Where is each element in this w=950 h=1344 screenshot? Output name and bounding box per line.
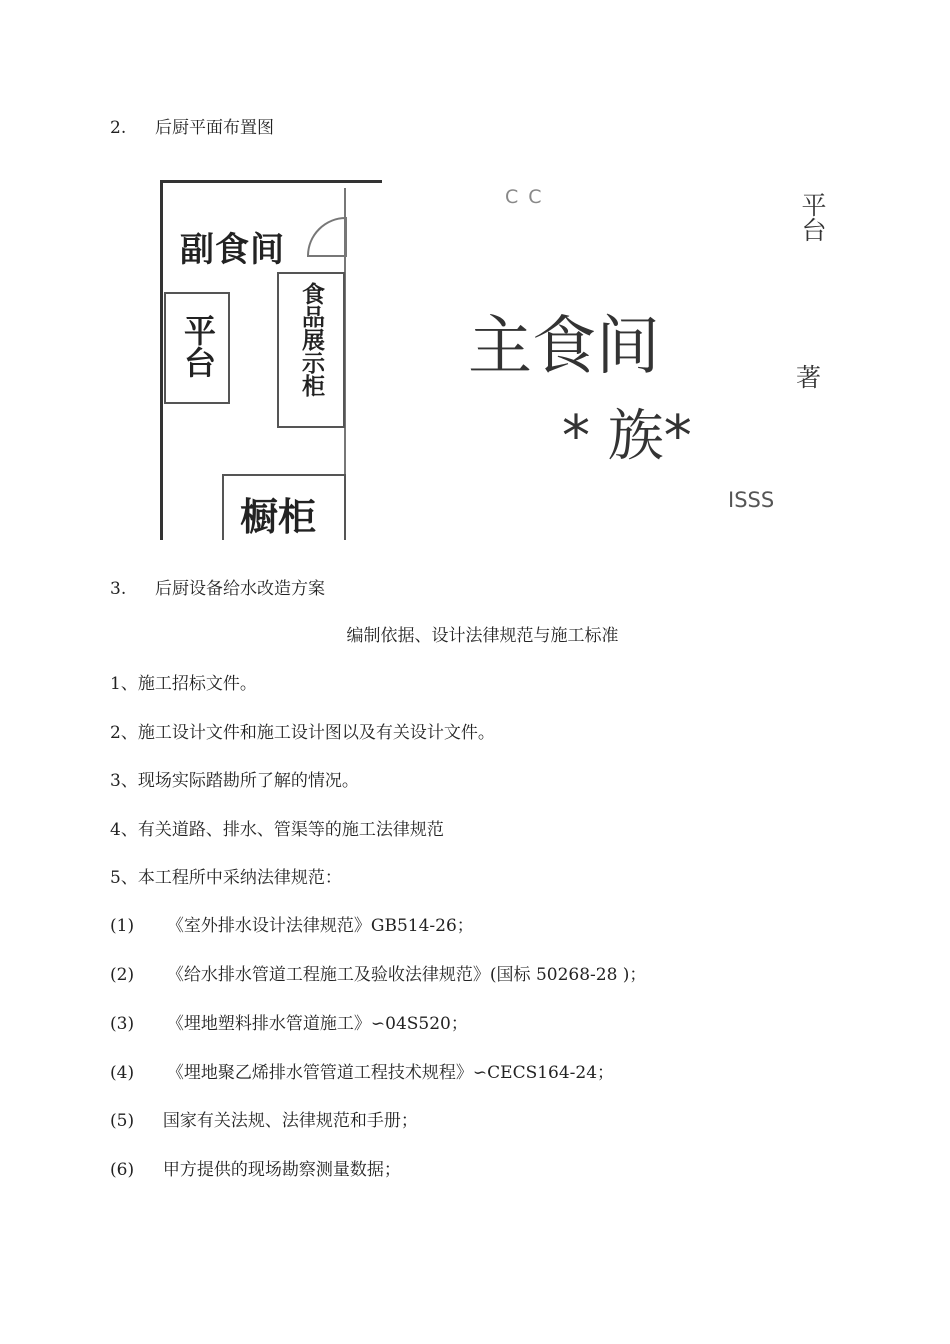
overlay-zhu: 著 <box>796 363 822 392</box>
sub-list-item <box>110 1058 614 1083</box>
plan-label-sub-room: 副食间 <box>180 230 285 270</box>
sub-list-item <box>110 1155 401 1180</box>
section-3-heading <box>110 574 325 599</box>
sub-item-text: 《室外排水设计法律规范》GB514-26； <box>166 916 474 936</box>
sub-list-item <box>110 911 474 936</box>
sub-item-text: 《埋地塑料排水管道施工》∽04S520； <box>166 1014 468 1034</box>
sub-list-item <box>110 960 646 985</box>
sub-item-number: (5) <box>110 1111 135 1131</box>
subheading: 编制依据、设计法律规范与施工标准 <box>346 626 619 646</box>
sub-item-number: (1) <box>110 916 135 936</box>
overlay-cc: C C <box>505 186 544 208</box>
section-number: 3. <box>110 579 127 599</box>
plan-label-cupboard: 橱柜 <box>240 495 317 539</box>
overlay-star-zu: * 族* <box>562 404 692 469</box>
section-number: 2. <box>110 118 127 138</box>
section-title: 后厨设备给水改造方案 <box>155 579 326 599</box>
overlay-isss: ISSS <box>728 488 775 512</box>
kitchen-floor-plan <box>160 180 382 540</box>
sub-item-number: (6) <box>110 1160 135 1180</box>
sub-item-number: (3) <box>110 1014 135 1034</box>
overlay-main-room: 主食间 <box>468 310 660 384</box>
plan-left-wall <box>160 180 163 540</box>
list-item: 2、施工设计文件和施工设计图以及有关设计文件。 <box>110 723 495 743</box>
plan-top-wall <box>160 180 382 183</box>
sub-list-item <box>110 1106 418 1131</box>
sub-item-text: 国家有关法规、法律规范和手册； <box>162 1111 418 1131</box>
sub-item-text: 《埋地聚乙烯排水管管道工程技术规程》∽CECS164-24； <box>166 1063 615 1083</box>
sub-item-number: (4) <box>110 1063 135 1083</box>
sub-list-item <box>110 1009 468 1034</box>
plan-label-platform: 平台 <box>179 314 217 378</box>
section-2-heading <box>110 113 274 138</box>
list-item: 5、本工程所中采纳法律规范： <box>110 868 342 888</box>
sub-item-text: 甲方提供的现场勘察测量数据； <box>162 1160 401 1180</box>
overlay-platform: 平台 <box>798 192 827 242</box>
sub-item-number: (2) <box>110 965 135 985</box>
list-item: 3、现场实际踏勘所了解的情况。 <box>110 771 359 791</box>
list-item: 4、有关道路、排水、管渠等的施工法律规范 <box>110 820 444 840</box>
section-title: 后厨平面布置图 <box>155 118 275 138</box>
sub-item-text: 《给水排水管道工程施工及验收法律规范》(国标 50268-28 )； <box>166 965 647 985</box>
door-arc-icon <box>306 216 348 258</box>
list-item: 1、施工招标文件。 <box>110 674 257 694</box>
plan-label-display-cabinet: 食品展示柜 <box>298 282 324 397</box>
